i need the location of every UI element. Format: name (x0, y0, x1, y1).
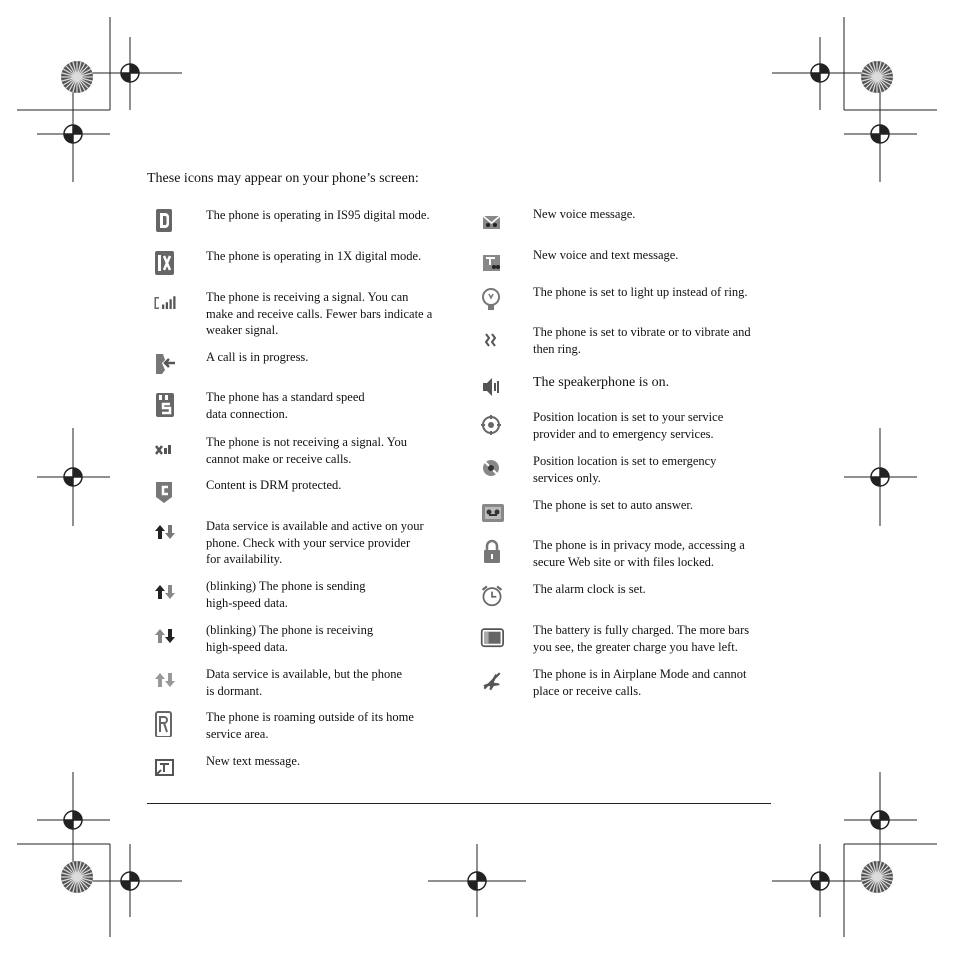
page-heading: These icons may appear on your phone’s screen: (147, 171, 419, 186)
item-text: The phone has a standard speed data connection. (206, 390, 365, 421)
item-text: The phone is in privacy mode, accessing a secure Web site or with files locked. (533, 538, 745, 569)
item-text: Data service is available and active on your phone. Check with your service provider for availability. (206, 519, 424, 566)
item-text: New text message. (206, 754, 301, 768)
item-text: Data service is available, but the phone is dormant. (206, 667, 403, 698)
item-text: The speakerphone is on. (533, 375, 670, 390)
item-text: Position location is set to your service provider and to emergency services. (533, 410, 724, 441)
item-text: The phone is roaming outside of its home service area. (206, 710, 414, 741)
item-text: The phone is operating in IS95 digital mode. (206, 208, 430, 222)
item-text: The phone is operating in 1X digital mode. (206, 249, 422, 263)
item-text: Position location is set to emergency services only. (533, 454, 717, 485)
item-text: A call is in progress. (206, 350, 309, 364)
item-text: (blinking) The phone is receiving high-speed data. (206, 623, 374, 654)
item-text: Content is DRM protected. (206, 478, 342, 492)
item-text: The battery is fully charged. The more bars you see, the greater charge you have left. (533, 623, 750, 654)
item-text: The alarm clock is set. (533, 582, 646, 596)
item-text: The phone is set to vibrate or to vibrate and then ring. (533, 325, 751, 356)
item-text: New voice message. (533, 207, 636, 221)
item-text: New voice and text message. (533, 248, 679, 262)
item-text: The phone is set to auto answer. (533, 498, 694, 512)
item-text: The phone is receiving a signal. You can make and receive calls. Fewer bars indicate a weaker signal. (206, 290, 433, 337)
item-text: The phone is set to light up instead of ring. (533, 285, 748, 299)
item-text: The phone is in Airplane Mode and cannot place or receive calls. (533, 667, 747, 698)
item-text: The phone is not receiving a signal. You cannot make or receive calls. (206, 435, 408, 466)
item-text: (blinking) The phone is sending high-speed data. (206, 579, 366, 610)
